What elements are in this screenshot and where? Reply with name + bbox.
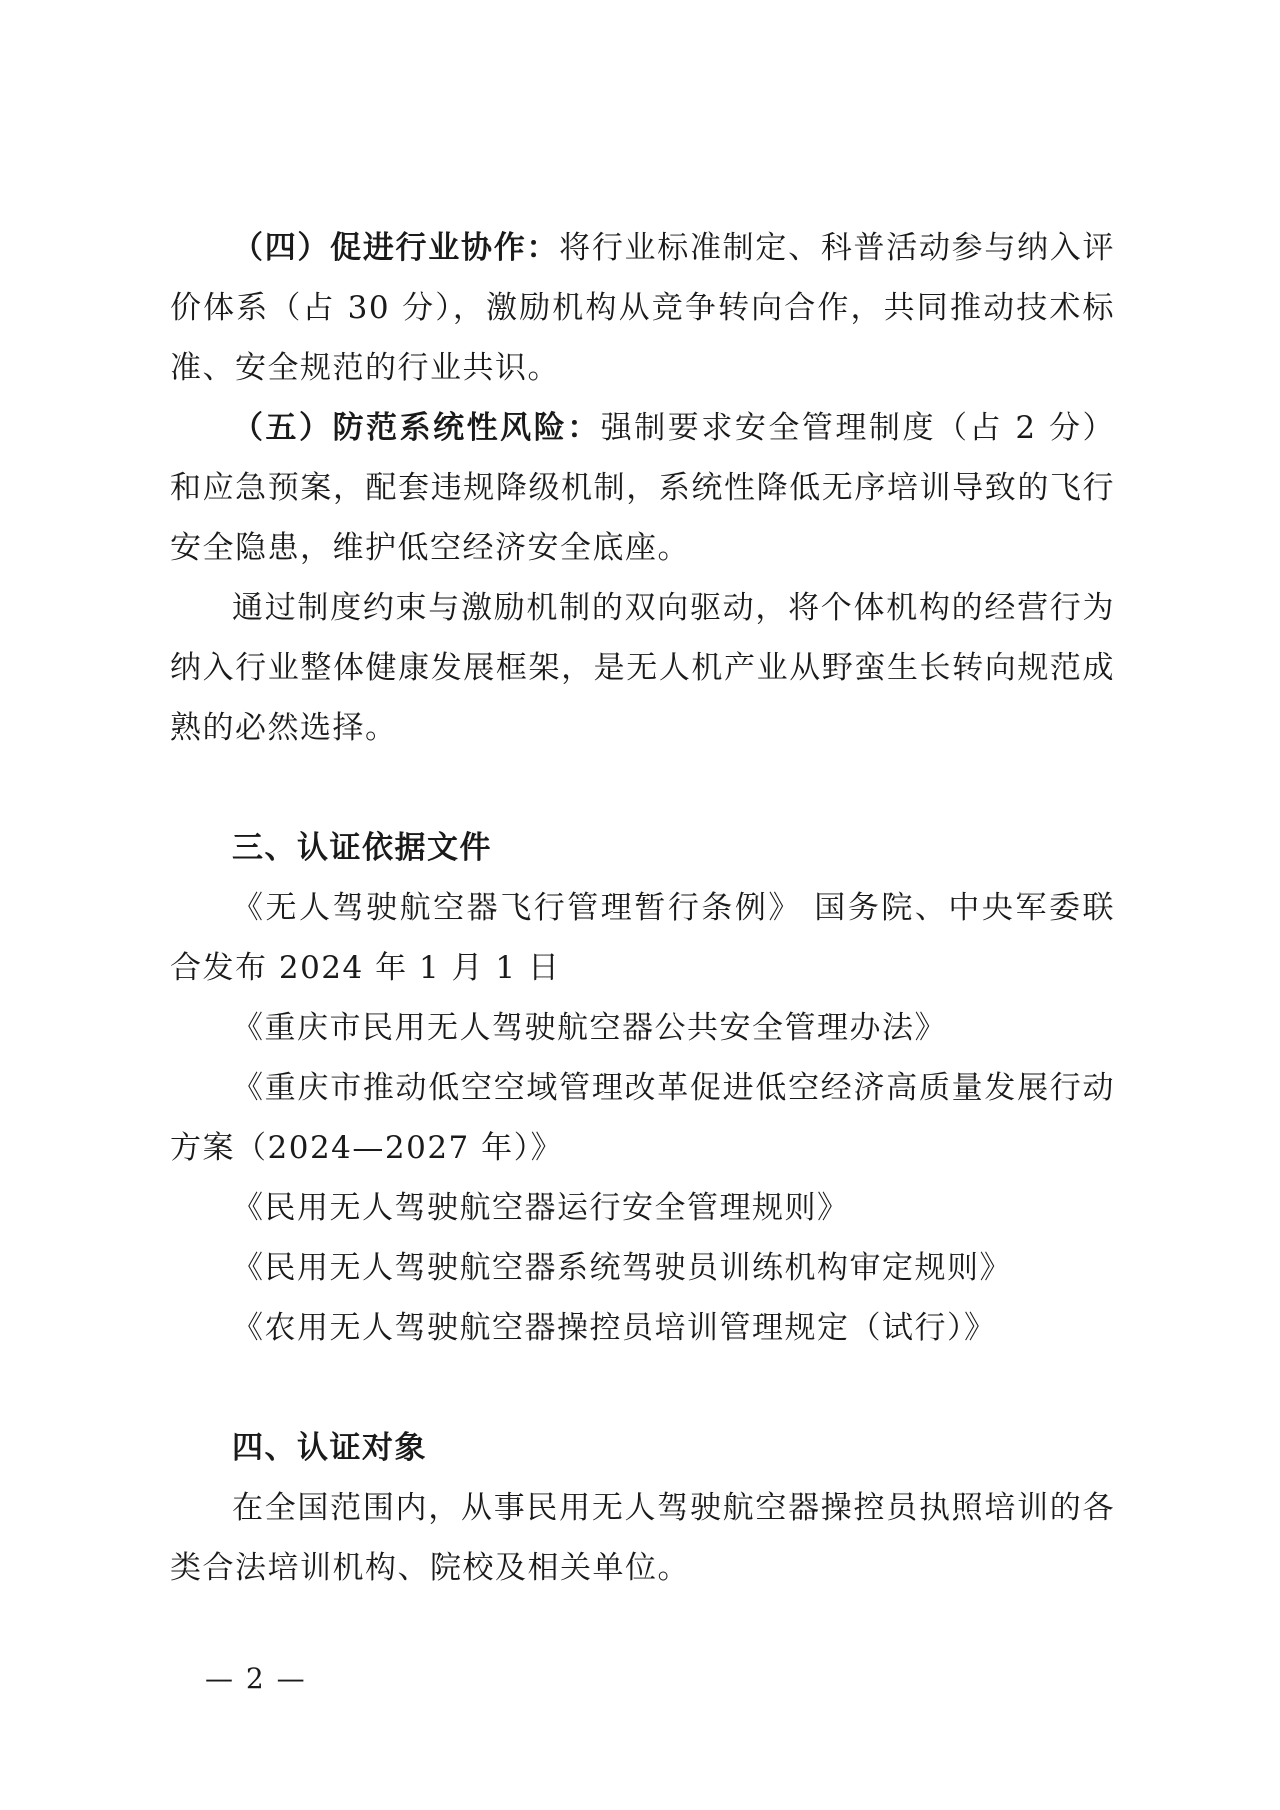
basis-document-1: 《无人驾驶航空器飞行管理暂行条例》 国务院、中央军委联合发布 2024 年 1 月 1 日 (170, 890, 1115, 986)
target-paragraph: 在全国范围内，从事民用无人驾驶航空器操控员执照培训的各类合法培训机构、院校及相关单位。 (170, 1490, 1115, 1586)
item-four-label: （四）促进行业协作： (232, 230, 560, 266)
summary-paragraph: 通过制度约束与激励机制的双向驱动，将个体机构的经营行为纳入行业整体健康发展框架，是无人机产业从野蛮生长转向规范成熟的必然选择。 (170, 590, 1115, 746)
basis-document-4: 《民用无人驾驶航空器运行安全管理规则》 (232, 1190, 850, 1226)
basis-document-3: 《重庆市推动低空空域管理改革促进低空经济高质量发展行动方案（2024—2027 年）》 (170, 1070, 1115, 1166)
item-five-text: 强制要求安全管理制度（占 2 分）和应急预案，配套违规降级机制，系统性降低无序培训导致的飞行安全隐患，维护低空经济安全底座。 (170, 410, 1116, 566)
target-heading: 四、认证对象 (232, 1430, 427, 1466)
item-five-label: （五）防范系统性风险： (232, 410, 601, 446)
document-body (170, 218, 1115, 1598)
item-four-text: 将行业标准制定、科普活动参与纳入评价体系（占 30 分），激励机构从竞争转向合作，共同推动技术标准、安全规范的行业共识。 (170, 230, 1116, 386)
basis-heading: 三、认证依据文件 (232, 830, 492, 866)
section-spacer (170, 758, 1115, 818)
item-four-paragraph (170, 218, 1115, 398)
item-five-paragraph (170, 398, 1115, 578)
basis-document-2: 《重庆市民用无人驾驶航空器公共安全管理办法》 (232, 1010, 947, 1046)
basis-document-5: 《民用无人驾驶航空器系统驾驶员训练机构审定规则》 (232, 1250, 1012, 1286)
basis-document-6: 《农用无人驾驶航空器操控员培训管理规定（试行）》 (232, 1310, 997, 1346)
section-spacer (170, 1358, 1115, 1418)
page-number: — 2 — (205, 1662, 307, 1695)
